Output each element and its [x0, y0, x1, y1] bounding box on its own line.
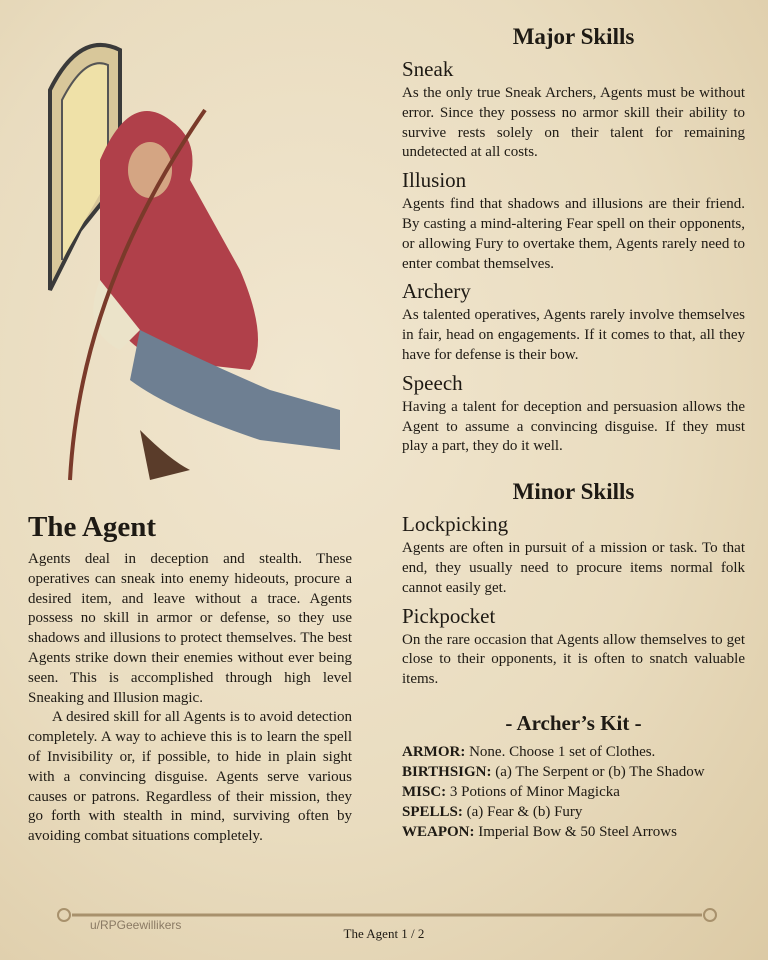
agent-illustration: [40, 30, 360, 500]
kit-label: BIRTHSIGN:: [402, 763, 492, 780]
skill-text: Agents are often in pursuit of a mission or task. To that end, they usually need to procure items normal folk cannot easily get.: [402, 540, 745, 596]
page-title: The Agent: [28, 511, 157, 543]
kit-value: Imperial Bow & 50 Steel Arrows: [478, 823, 677, 840]
kit-item: [402, 782, 745, 802]
page-number: The Agent 1 / 2: [343, 926, 425, 941]
kit-value: None. Choose 1 set of Clothes.: [469, 743, 656, 760]
skill-name: Illusion: [402, 168, 467, 193]
skill-text: As talented operatives, Agents rarely involve themselves in fair, head on engagements. If it comes to that, all they have for defense is their bow.: [402, 307, 745, 363]
skill-section: [402, 167, 745, 274]
major-skills-heading: Major Skills: [512, 24, 635, 49]
kit-value: (a) Fear & (b) Fury: [466, 803, 583, 820]
skill-text: As the only true Sneak Archers, Agents must be without error. Since they possess no armor skill their ability to survive rests solely on their talent for remaining undetected at all costs.: [402, 85, 745, 161]
kit-label: WEAPON:: [402, 823, 475, 840]
author-credit: u/RPGeewillikers: [90, 918, 182, 932]
kit-item: [402, 742, 745, 762]
skill-name: Speech: [402, 370, 463, 395]
intro-paragraph: A desired skill for all Agents is to avoid detection completely. A way to achieve this is to learn the spell of Invisibility or, if possible, to hide in plain sight with a convincing disguise. Agents serve various causes or patrons. Regardless of their mission, they go forth with stealth in mind, surviving often by avoiding combat situations completely.: [28, 709, 352, 845]
intro-paragraph: Agents deal in deception and stealth. These operatives can sneak into enemy hideouts, procure a desired item, and leave without a trace. Agents possess no skill in armor or defense, so they use shadows and illusions to protect themselves. The best Agents strike down their enemies without ever being seen. This is accomplished through high level Sneaking and Illusion magic.: [28, 551, 352, 706]
kit-heading: - Archer’s Kit -: [505, 710, 642, 735]
archers-kit: [402, 708, 745, 842]
skill-section: [402, 278, 745, 365]
skill-text: Agents find that shadows and illusions are their friend. By casting a mind-altering Fear spell on their opponents, or allowing Fury to overtake them, Agents rarely need to enter combat themselves.: [402, 196, 745, 272]
skill-text: Having a talent for deception and persuasion allows the Agent to assume a convincing disguise. If they must play a part, they do it well.: [402, 398, 745, 455]
minor-skills-heading: Minor Skills: [512, 479, 635, 505]
kit-label: ARMOR:: [402, 743, 466, 760]
skill-section: [402, 603, 745, 690]
skill-section: [402, 56, 745, 163]
skill-section: [402, 511, 745, 598]
intro-column: [28, 510, 352, 847]
kit-item: [402, 762, 745, 782]
skills-column: [402, 22, 745, 842]
kit-item: [402, 822, 745, 842]
kit-value: 3 Potions of Minor Magicka: [449, 783, 620, 800]
skill-name: Pickpocket: [402, 603, 496, 628]
kit-label: MISC:: [402, 783, 447, 800]
kit-label: SPELLS:: [402, 803, 463, 820]
skill-name: Sneak: [402, 57, 454, 81]
kit-value: (a) The Serpent or (b) The Shadow: [495, 763, 705, 780]
kit-item: [402, 802, 745, 822]
skill-name: Lockpicking: [402, 512, 509, 537]
skill-section: [402, 370, 745, 457]
skill-text: On the rare occasion that Agents allow themselves to get close to their opponents, it is often to snatch valuable items.: [402, 631, 745, 688]
skill-name: Archery: [402, 279, 471, 304]
